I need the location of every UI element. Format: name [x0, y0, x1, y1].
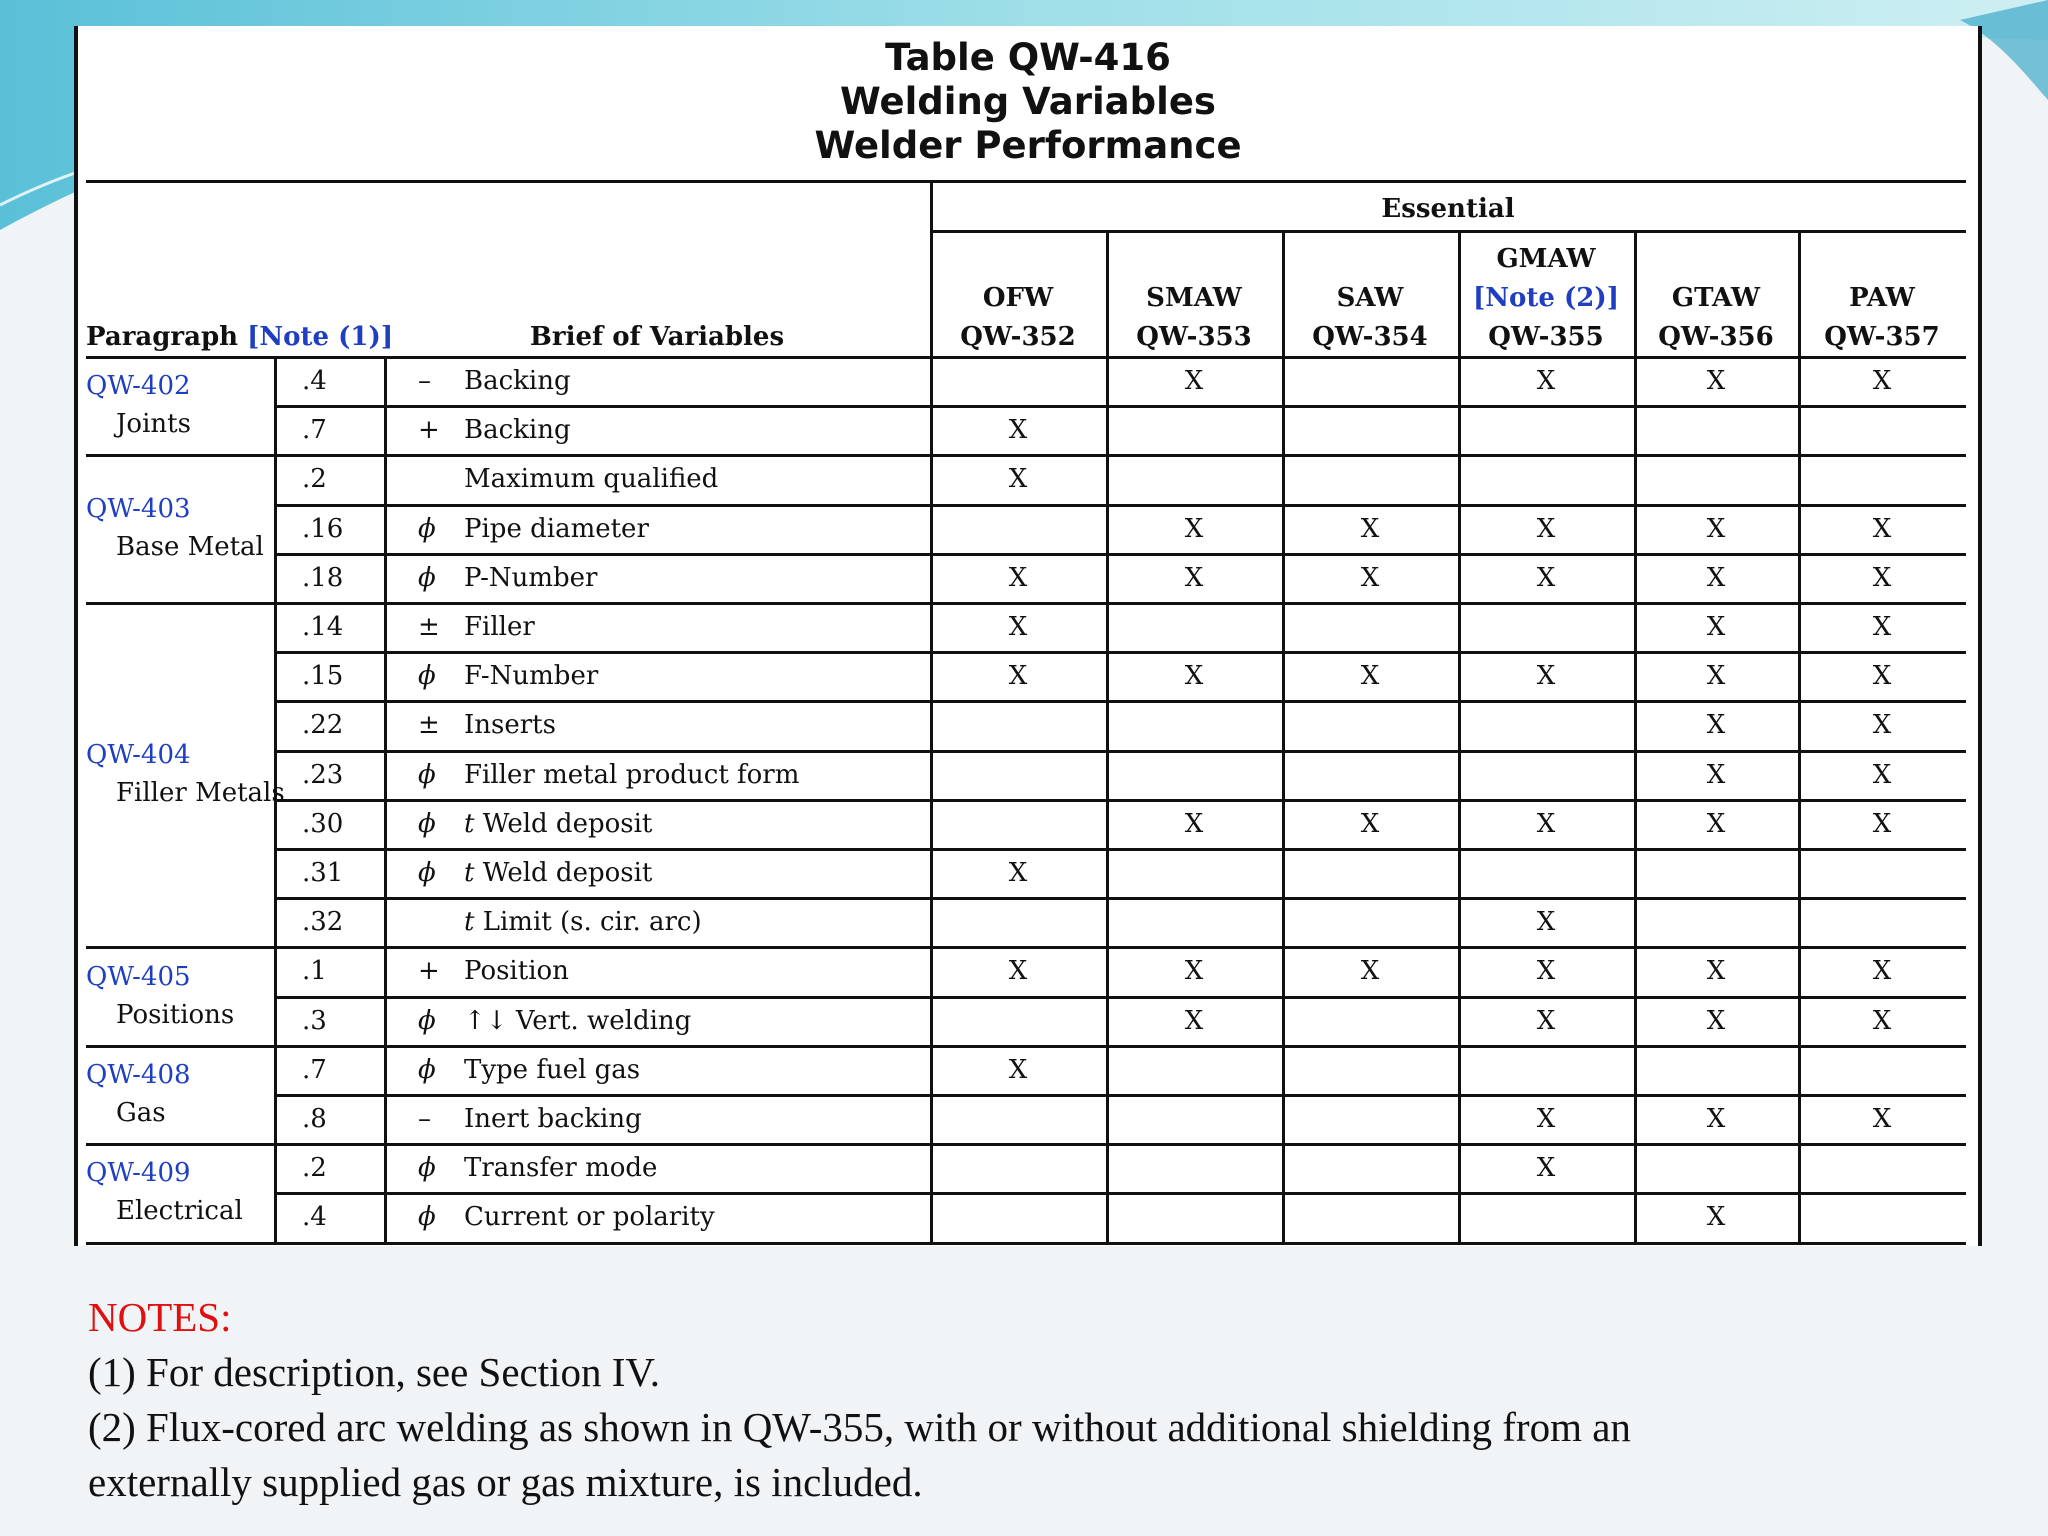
variable-description — [464, 907, 702, 937]
table-rule — [86, 180, 1966, 183]
variable-text: Inert backing — [464, 1104, 642, 1134]
essential-mark: X — [1872, 612, 1892, 642]
essential-mark: X — [1184, 956, 1204, 987]
table-rule — [274, 848, 1966, 851]
variable-text: Filler metal product form — [464, 759, 800, 790]
group-name: Filler Metals — [116, 778, 285, 809]
essential-mark: X — [1706, 1104, 1726, 1134]
table-rule — [274, 799, 1966, 802]
variable-description — [464, 514, 649, 544]
group-code[interactable]: QW-408 — [86, 1060, 191, 1090]
variable-symbol: ± — [418, 612, 440, 642]
group-name: Electrical — [116, 1196, 243, 1227]
table-rule — [274, 1094, 1966, 1097]
process-code: QW-356 — [1658, 322, 1774, 352]
note-1-link[interactable]: [Note (1)] — [247, 322, 394, 352]
variable-text: Filler — [464, 612, 535, 642]
essential-mark: X — [1706, 513, 1726, 544]
essential-mark: X — [1360, 513, 1380, 544]
variable-description — [464, 760, 799, 790]
note-2-link[interactable]: [Note (2)] — [1472, 283, 1619, 313]
essential-mark: X — [1872, 956, 1892, 987]
thickness-symbol: t — [464, 858, 475, 888]
essential-mark: X — [1872, 808, 1892, 839]
variable-description — [464, 1104, 642, 1134]
variable-description — [464, 710, 556, 740]
group-code[interactable]: QW-402 — [86, 371, 191, 402]
variable-text: Transfer mode — [464, 1153, 658, 1184]
essential-mark: X — [1872, 710, 1892, 741]
essential-mark: X — [1536, 1005, 1556, 1036]
thickness-symbol: t — [464, 907, 475, 938]
table-rule — [274, 504, 1966, 507]
process-name: GTAW — [1671, 283, 1761, 313]
process-name: GMAW — [1496, 244, 1596, 274]
essential-mark: X — [1360, 808, 1380, 839]
variable-text: Pipe diameter — [464, 513, 649, 544]
variable-symbol: ϕ — [418, 858, 436, 888]
table-sheet — [74, 26, 1982, 1246]
variable-number: .30 — [302, 808, 344, 839]
essential-mark: X — [1536, 956, 1556, 987]
variable-symbol: + — [418, 956, 440, 987]
variable-symbol: ϕ — [418, 1054, 436, 1085]
essential-mark: X — [1706, 1005, 1726, 1036]
essential-mark: X — [1008, 858, 1028, 888]
notes-heading: NOTES: — [88, 1294, 232, 1340]
process-code: QW-353 — [1136, 322, 1252, 352]
table-rule — [86, 454, 1966, 457]
process-name: SMAW — [1146, 283, 1242, 313]
group-name: Gas — [116, 1098, 166, 1128]
group-code[interactable]: QW-409 — [86, 1158, 191, 1189]
table-rule — [274, 750, 1966, 753]
essential-mark: X — [1008, 1054, 1028, 1085]
table-rule — [930, 230, 1966, 233]
variable-text: P-Number — [464, 562, 598, 593]
variable-number: .16 — [302, 513, 344, 544]
variable-description — [464, 1055, 640, 1085]
essential-mark: X — [1536, 562, 1556, 593]
essential-mark: X — [1706, 759, 1726, 790]
essential-mark: X — [1536, 1153, 1556, 1184]
essential-mark: X — [1184, 513, 1204, 544]
essential-mark: X — [1706, 562, 1726, 593]
note-line: (1) For description, see Section IV. — [88, 1349, 660, 1395]
table-rule — [86, 602, 1966, 605]
paragraph-header — [86, 322, 393, 352]
title-line-3: Welder Performance — [814, 124, 1242, 167]
variable-number: .32 — [302, 907, 344, 938]
variable-number: .14 — [302, 612, 344, 642]
essential-mark: X — [1706, 1202, 1726, 1233]
essential-mark: X — [1184, 366, 1204, 396]
essential-mark: X — [1360, 956, 1380, 987]
table-rule — [274, 700, 1966, 703]
variable-text: F-Number — [464, 661, 599, 692]
variable-text: Weld deposit — [482, 858, 653, 888]
process-name: OFW — [982, 283, 1054, 313]
variable-text: ↑↓ Vert. welding — [464, 1005, 692, 1036]
variable-number: .18 — [302, 562, 344, 593]
variable-description — [464, 464, 718, 494]
essential-mark: X — [1872, 513, 1892, 544]
variable-description — [464, 858, 652, 888]
note-line: (2) Flux-cored arc welding as shown in QW-355, with or without additional shielding from an — [88, 1404, 1631, 1450]
process-name: SAW — [1336, 283, 1404, 313]
title-line-1: Table QW-416 — [885, 36, 1171, 79]
variable-number: .8 — [302, 1104, 327, 1134]
table-rule — [274, 1192, 1966, 1195]
variable-symbol: – — [418, 1104, 431, 1134]
table-rule — [274, 996, 1966, 999]
essential-header: Essential — [1381, 194, 1515, 224]
thickness-symbol: t — [464, 808, 475, 839]
variable-description — [464, 415, 571, 445]
variable-number: .23 — [302, 759, 344, 790]
variable-text: Backing — [464, 366, 571, 396]
essential-mark: X — [1008, 415, 1028, 446]
group-name: Base Metal — [116, 532, 264, 563]
essential-mark: X — [1872, 661, 1892, 692]
table-rule — [86, 1045, 1966, 1048]
variable-symbol: ϕ — [418, 1153, 436, 1184]
process-name: PAW — [1849, 283, 1915, 313]
essential-mark: X — [1536, 513, 1556, 544]
essential-mark: X — [1536, 661, 1556, 692]
table-rule — [86, 1242, 1966, 1245]
variable-number: .31 — [302, 858, 344, 888]
variable-text: Weld deposit — [482, 808, 653, 839]
essential-mark: X — [1706, 366, 1726, 396]
essential-mark: X — [1706, 661, 1726, 692]
table-rule — [274, 651, 1966, 654]
essential-mark: X — [1706, 956, 1726, 987]
variable-text: Maximum qualified — [464, 464, 719, 495]
variable-symbol: ϕ — [418, 759, 436, 790]
essential-mark: X — [1008, 562, 1028, 593]
process-code: QW-357 — [1824, 322, 1940, 352]
variable-symbol: ϕ — [418, 661, 436, 692]
variable-text: Limit (s. cir. arc) — [482, 907, 702, 938]
variable-symbol: ϕ — [418, 1005, 436, 1036]
group-name: Positions — [116, 999, 235, 1030]
essential-mark: X — [1536, 366, 1556, 396]
essential-mark: X — [1706, 808, 1726, 839]
essential-mark: X — [1008, 956, 1028, 987]
variable-symbol: ϕ — [418, 562, 436, 593]
variable-description — [464, 563, 597, 593]
variable-symbol: – — [418, 366, 431, 396]
variable-text: Position — [464, 956, 569, 987]
table-rule — [274, 405, 1966, 408]
group-code[interactable]: QW-403 — [86, 494, 191, 525]
group-code[interactable]: QW-405 — [86, 961, 191, 992]
table-rule — [86, 356, 1966, 359]
variable-number: .15 — [302, 661, 344, 692]
group-code[interactable]: QW-404 — [86, 740, 191, 771]
essential-mark: X — [1536, 907, 1556, 938]
essential-mark: X — [1184, 562, 1204, 593]
variable-description — [464, 661, 598, 691]
table-rule — [86, 1143, 1966, 1146]
variable-description — [464, 1006, 691, 1036]
variable-text: Current or polarity — [464, 1202, 715, 1233]
notes-section — [88, 1290, 1988, 1510]
essential-mark: X — [1536, 1104, 1556, 1134]
process-code: QW-355 — [1488, 322, 1604, 352]
essential-mark: X — [1008, 612, 1028, 642]
variable-number: .7 — [302, 415, 327, 446]
essential-mark: X — [1360, 661, 1380, 692]
essential-mark: X — [1360, 562, 1380, 593]
variable-number: .7 — [302, 1054, 327, 1085]
essential-mark: X — [1184, 808, 1204, 839]
variable-number: .2 — [302, 464, 327, 495]
variable-text: Type fuel gas — [464, 1054, 641, 1085]
essential-mark: X — [1872, 1005, 1892, 1036]
process-code: QW-354 — [1312, 322, 1428, 352]
variable-symbol: ϕ — [418, 513, 436, 544]
essential-mark: X — [1872, 1104, 1892, 1134]
variable-number: .4 — [302, 366, 327, 396]
process-code: QW-352 — [960, 322, 1076, 352]
paragraph-label: Paragraph — [86, 322, 248, 352]
table-rule — [274, 553, 1966, 556]
brief-of-variables-header: Brief of Variables — [529, 322, 785, 352]
group-name: Joints — [116, 409, 191, 440]
essential-mark: X — [1008, 464, 1028, 495]
variable-number: .2 — [302, 1153, 327, 1184]
essential-mark: X — [1008, 661, 1028, 692]
variable-number: .4 — [302, 1202, 327, 1233]
variable-symbol: + — [418, 415, 440, 446]
essential-mark: X — [1706, 710, 1726, 741]
variable-symbol: ϕ — [418, 808, 436, 839]
note-line: externally supplied gas or gas mixture, is included. — [88, 1459, 923, 1505]
variable-description — [464, 956, 569, 986]
variable-description — [464, 1202, 715, 1232]
table-rule — [274, 897, 1966, 900]
variable-symbol: ± — [418, 710, 440, 741]
variable-description — [464, 1153, 657, 1183]
variable-description — [464, 809, 652, 839]
table-title — [78, 36, 1978, 168]
essential-mark: X — [1184, 661, 1204, 692]
variable-description — [464, 612, 535, 642]
variable-text: Backing — [464, 415, 571, 446]
variable-description — [464, 366, 571, 396]
variable-text: Inserts — [464, 710, 556, 741]
essential-mark: X — [1536, 808, 1556, 839]
variable-symbol: ϕ — [418, 1202, 436, 1233]
variable-number: .22 — [302, 710, 344, 741]
essential-mark: X — [1872, 562, 1892, 593]
essential-mark: X — [1872, 366, 1892, 396]
essential-mark: X — [1872, 759, 1892, 790]
variable-number: .3 — [302, 1005, 327, 1036]
variable-number: .1 — [302, 956, 327, 987]
essential-mark: X — [1706, 612, 1726, 642]
essential-mark: X — [1184, 1005, 1204, 1036]
table-rule — [86, 946, 1966, 949]
title-line-2: Welding Variables — [840, 80, 1216, 123]
